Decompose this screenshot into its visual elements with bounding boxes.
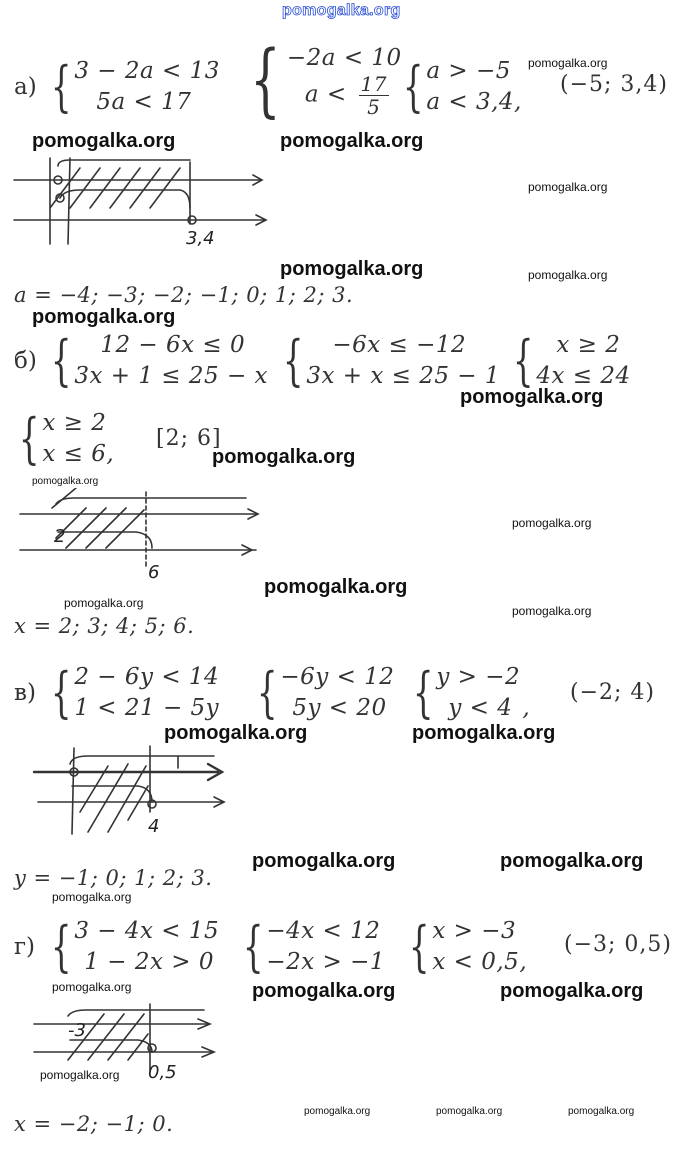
part-c-label: в) [14, 680, 36, 706]
part-b-s4-line1: x ≥ 2 [42, 410, 107, 436]
part-a-system-2 [240, 33, 402, 126]
part-a-number-line-sketch [10, 148, 280, 248]
watermark-small: pomogalka.org [52, 980, 132, 994]
part-c-s3-line2 [436, 693, 530, 724]
part-c-answer: y = −1; 0; 1; 2; 3. [14, 866, 213, 890]
part-d-s3-suffix: , [519, 949, 528, 975]
part-b-s4-suffix: , [106, 441, 115, 467]
part-d-s2-line2: −2x > −1 [266, 949, 386, 975]
part-c-s2-line2: 5y < 20 [292, 695, 387, 721]
part-c-s1-line1: 2 − 6y < 14 [74, 664, 220, 690]
watermark-large: pomogalka.org [412, 722, 556, 744]
watermark-small: pomogalka.org [64, 596, 144, 610]
part-c-s3-line2-text: y < 4 [448, 695, 513, 721]
watermark-large: pomogalka.org [280, 258, 424, 280]
brace-icon: { [242, 915, 264, 978]
brace-icon: { [282, 329, 304, 392]
watermark-small: pomogalka.org [304, 1106, 371, 1117]
part-b-s1-line2: 3x + 1 ≤ 25 − x [74, 363, 269, 389]
watermark-small: pomogalka.org [528, 180, 608, 194]
part-b-system-3 [506, 330, 631, 392]
part-b-s2-line1: −6x ≤ −12 [332, 332, 467, 358]
part-a-s3-line1: a > −5 [426, 58, 511, 84]
part-a-system-3 [396, 56, 522, 118]
part-d-mark-left: -3 [68, 1020, 86, 1041]
part-c-s3-line1: y > −2 [436, 664, 521, 690]
part-d-interval: (−3; 0,5) [564, 932, 672, 957]
part-b-s2-line2: 3x + x ≤ 25 − 1 [306, 363, 501, 389]
brace-icon: { [50, 55, 72, 118]
watermark-large: pomogalka.org [164, 722, 308, 744]
part-b-system-1 [44, 330, 268, 392]
watermark-small: pomogalka.org [436, 1106, 503, 1117]
part-b-s3-line1: x ≥ 2 [556, 332, 621, 358]
watermark-large: pomogalka.org [280, 130, 424, 152]
part-b-answer: x = 2; 3; 4; 5; 6. [14, 614, 195, 638]
brace-icon: { [50, 915, 72, 978]
part-b-mark-left: 2 [54, 526, 66, 547]
part-b-mark-right: 6 [148, 562, 160, 583]
part-b-interval: [2; 6] [156, 426, 222, 451]
part-d-system-3 [402, 916, 527, 978]
part-c-number-line-sketch [28, 742, 248, 838]
part-a-s3-line2 [426, 87, 522, 118]
part-b-system-2 [276, 330, 500, 392]
part-d-s1-line2: 1 − 2x > 0 [84, 949, 215, 975]
part-a-answer: a = −4; −3; −2; −1; 0; 1; 2; 3. [14, 283, 354, 307]
part-d-system-1 [44, 916, 219, 978]
fraction [359, 73, 389, 118]
fraction-numerator: 17 [360, 71, 387, 96]
brace-icon: { [50, 661, 72, 724]
watermark-large: pomogalka.org [212, 446, 356, 468]
watermark-small: pomogalka.org [528, 56, 608, 70]
fraction-denominator: 5 [367, 94, 381, 119]
part-a-system-1 [44, 56, 220, 118]
part-b-number-line-sketch [16, 488, 276, 584]
part-a-label: а) [14, 74, 37, 100]
part-c-s1-line2: 1 < 21 − 5y [74, 695, 220, 721]
brace-icon: { [50, 329, 72, 392]
part-b-s1-line1: 12 − 6x ≤ 0 [100, 332, 246, 358]
brace-icon: { [412, 661, 434, 724]
watermark-large: pomogalka.org [32, 306, 176, 328]
part-c-s2-line1: −6y < 12 [280, 664, 395, 690]
brace-icon: { [402, 55, 424, 118]
part-b-label: б) [14, 348, 37, 374]
part-a-s3-suffix: , [514, 89, 522, 115]
part-c-system-3 [406, 662, 530, 724]
part-b-s4-line2 [42, 439, 114, 470]
watermark-large: pomogalka.org [264, 576, 408, 598]
part-d-answer: x = −2; −1; 0. [14, 1112, 174, 1136]
brace-icon: { [18, 407, 40, 470]
brace-icon: { [408, 915, 430, 978]
brace-icon: { [512, 329, 534, 392]
part-a-s3-line2-text: a < 3,4 [426, 89, 515, 115]
watermark-small: pomogalka.org [32, 476, 99, 487]
part-a-interval: (−5; 3,4) [560, 72, 668, 97]
brace-icon: { [250, 33, 281, 126]
watermark-large: pomogalka.org [252, 980, 396, 1002]
part-d-system-2 [236, 916, 385, 978]
part-c-s3-suffix: , [522, 695, 531, 721]
part-d-s3-line2 [432, 947, 527, 978]
part-a-s1-line2: 5a < 17 [96, 89, 192, 115]
site-watermark-top: pomogalka.org [282, 2, 401, 19]
part-a-s2-line1: −2a < 10 [286, 44, 402, 71]
part-d-s3-line2-text: x < 0,5 [432, 949, 520, 975]
watermark-large: pomogalka.org [500, 980, 644, 1002]
watermark-large: pomogalka.org [500, 850, 644, 872]
part-d-mark-right: 0,5 [148, 1062, 177, 1083]
watermark-large: pomogalka.org [252, 850, 396, 872]
part-d-s3-line1: x > −3 [432, 918, 517, 944]
watermark-small: pomogalka.org [528, 268, 608, 282]
part-c-mark-right: 4 [148, 816, 160, 837]
part-d-s2-line1: −4x < 12 [266, 918, 381, 944]
part-d-label: г) [14, 934, 36, 960]
part-b-s3-line2: 4x ≤ 24 [536, 363, 631, 389]
part-c-system-1 [44, 662, 219, 724]
watermark-small: pomogalka.org [512, 604, 592, 618]
brace-icon: { [256, 661, 278, 724]
watermark-large: pomogalka.org [460, 386, 604, 408]
part-c-system-2 [250, 662, 394, 724]
part-b-s4-line2-text: x ≤ 6 [42, 441, 107, 467]
watermark-small: pomogalka.org [512, 516, 592, 530]
part-a-mark-right: 3,4 [186, 228, 215, 248]
part-c-interval: (−2; 4) [570, 680, 655, 705]
watermark-large: pomogalka.org [32, 130, 176, 152]
part-d-s1-line1: 3 − 4x < 15 [74, 918, 220, 944]
watermark-small: pomogalka.org [568, 1106, 635, 1117]
part-b-system-4 [12, 408, 114, 470]
part-a-s2-line2 [287, 73, 402, 118]
watermark-small: pomogalka.org [52, 890, 132, 904]
part-a-s1-line1: 3 − 2a < 13 [74, 58, 220, 84]
part-a-s2-prefix: a < [304, 81, 347, 107]
watermark-small: pomogalka.org [40, 1068, 120, 1082]
